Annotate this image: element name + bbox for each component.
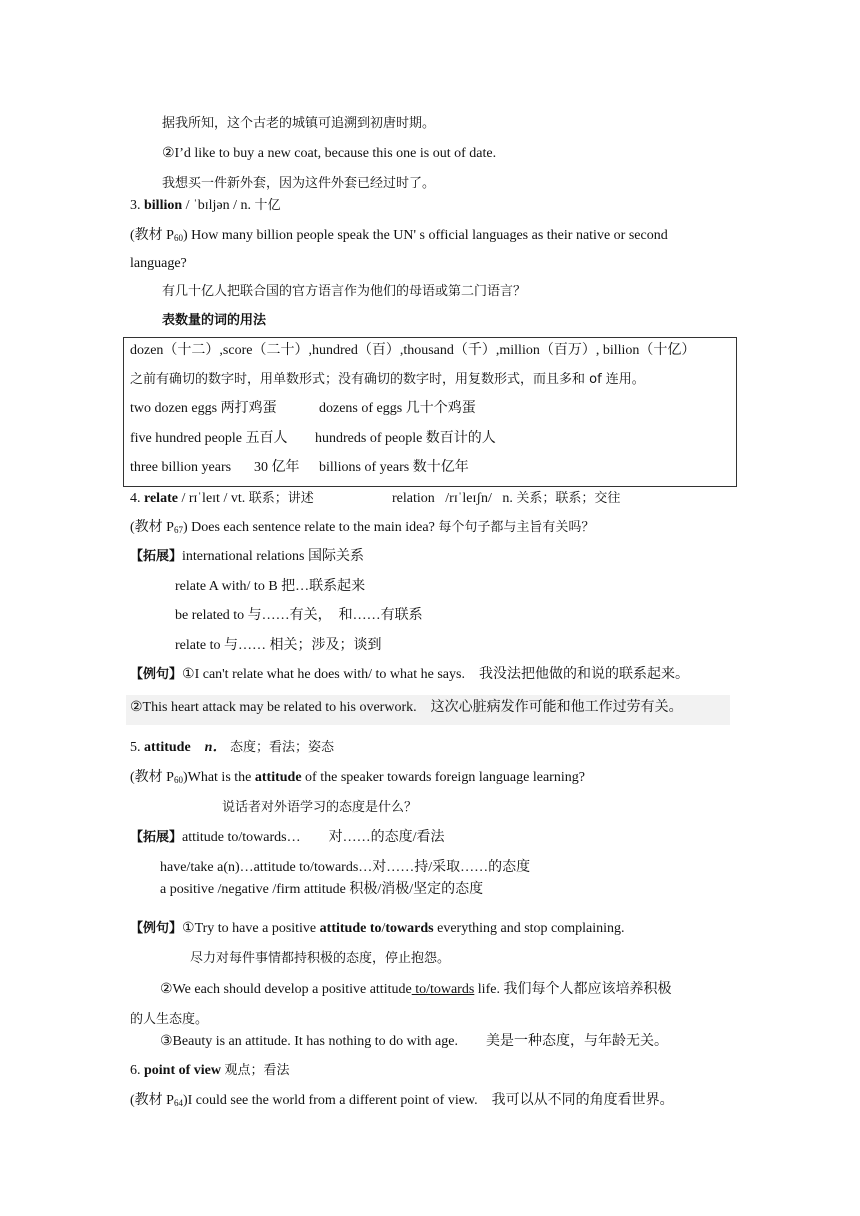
word-entry-attitude	[130, 739, 334, 757]
example-text: ①Try to have a positive	[182, 921, 320, 936]
page-number: 67	[173, 525, 183, 535]
quote-text: ) How many billion people speak the UN' s official languages as their native or second	[182, 228, 668, 243]
extension-item-relate-to: relate to 与…… 相关；涉及；谈到	[175, 638, 382, 653]
quote-keyword: attitude	[254, 770, 302, 785]
extension-relate	[130, 548, 364, 566]
meaning: 联系；讲述	[248, 491, 314, 506]
example-tag: 【例句】	[130, 921, 183, 936]
usage-note-line-5c: billions of years 数十亿年	[319, 460, 469, 475]
textbook-quote-point-of-view	[130, 1092, 674, 1112]
headword-relation: relation	[392, 491, 435, 506]
word-entry-relation	[392, 490, 620, 508]
quote-text-end: of the speaker towards foreign language learning?	[301, 770, 585, 785]
source-label: (教材 P	[130, 770, 174, 785]
headword-relate: relate	[144, 491, 178, 506]
usage-note-line-1: dozen（十二）,score（二十）,hundred（百）,thousand（千）,million（百万）, billion（十亿）	[130, 343, 696, 358]
entry-number: 3.	[130, 198, 141, 213]
extension-tag: 【拓展】	[130, 830, 183, 845]
section-heading-quantity-words: 表数量的词的用法	[162, 313, 267, 328]
example-relate-1	[130, 666, 689, 684]
example-attitude-2	[160, 981, 671, 999]
pronunciation: /rɪˈleɪʃn/	[445, 491, 492, 506]
page-number: 60	[173, 233, 183, 243]
extension-item-have-take: have/take a(n)…attitude to/towards…对……持/采取……的态度	[160, 860, 531, 875]
example-attitude-1-translation: 尽力对每件事情都持积极的态度，停止抱怨。	[190, 951, 451, 966]
page-number: 64	[173, 1098, 183, 1108]
source-label: (教材 P	[130, 520, 174, 535]
extension-item-be-related-to: be related to 与……有关， 和……有联系	[175, 608, 423, 623]
quote-text: )What is the	[182, 770, 255, 785]
example-keyword: attitude to	[319, 921, 382, 936]
extension-attitude	[130, 829, 445, 847]
example-translation-1: 据我所知，这个古老的城镇可追溯到初唐时期。	[162, 116, 436, 131]
example-attitude-3: ③Beauty is an attitude. It has nothing to do with age. 美是一种态度，与年龄无关。	[160, 1034, 668, 1049]
quote-text: ) Does each sentence relate to the main idea?	[182, 520, 435, 535]
textbook-quote-attitude	[130, 769, 585, 789]
extension-item-positive-negative: a positive /negative /firm attitude 积极/消极/坚定的态度	[160, 882, 484, 897]
part-of-speech: n．	[204, 740, 227, 755]
example-relate-2: ②This heart attack may be related to his overwork. 这次心脏病发作可能和他工作过劳有关。	[130, 700, 683, 715]
source-label: (教材 P	[130, 1093, 174, 1108]
example-sentence-2: ②I’d like to buy a new coat, because this one is out of date.	[162, 146, 497, 161]
meaning: 态度；看法；姿态	[229, 740, 334, 755]
example-text: ②We each should develop a positive attitude	[160, 982, 412, 997]
example-text-end: life. 我们每个人都应该培养积极	[474, 982, 672, 997]
meaning: 观点；看法	[224, 1063, 290, 1078]
meaning: 关系；联系；交往	[516, 491, 621, 506]
usage-note-line-5a: three billion years	[130, 460, 232, 475]
extension-item: attitude to/towards… 对……的态度/看法	[182, 830, 445, 845]
headword-billion: billion	[144, 198, 183, 213]
usage-note-line-5b: 30 亿年	[254, 460, 300, 475]
entry-number: 6.	[130, 1063, 141, 1078]
word-entry-relate	[130, 490, 314, 508]
pronunciation: / rɪˈleɪt / vt.	[181, 491, 246, 506]
example-translation-2: 我想买一件新外套，因为这件外套已经过时了。	[162, 176, 436, 191]
textbook-quote-continuation: language?	[130, 256, 187, 271]
underlined-phrase: to/towards	[411, 982, 475, 997]
quote-text: )I could see the world from a different point of view. 我可以从不同的角度看世界。	[182, 1093, 674, 1108]
quote-translation-attitude: 说话者对外语学习的态度是什么？	[222, 800, 418, 815]
pronunciation: / ˈbɪljən / n.	[185, 198, 251, 213]
example-keyword-2: towards	[385, 921, 434, 936]
quote-translation: 每个句子都与主旨有关吗？	[438, 520, 595, 535]
source-label: (教材 P	[130, 228, 174, 243]
usage-note-line-4b: hundreds of people 数百计的人	[315, 431, 496, 446]
headword-attitude: attitude	[144, 740, 191, 755]
example-text-end: everything and stop complaining.	[433, 921, 625, 936]
usage-note-line-3b: dozens of eggs 几十个鸡蛋	[319, 401, 476, 416]
extension-tag: 【拓展】	[130, 549, 183, 564]
example-tag: 【例句】	[130, 667, 183, 682]
textbook-quote-billion	[130, 227, 668, 247]
word-entry-point-of-view	[130, 1062, 290, 1080]
entry-number: 5.	[130, 740, 141, 755]
example-slash: /	[381, 921, 386, 936]
page-number: 60	[173, 775, 183, 785]
part-of-speech: n.	[502, 491, 513, 506]
usage-note-line-2: 之前有确切的数字时，用单数形式；没有确切的数字时，用复数形式，而且多和 of 连用。	[130, 372, 645, 387]
extension-item: international relations 国际关系	[182, 549, 364, 564]
usage-note-line-3a: two dozen eggs 两打鸡蛋	[130, 401, 277, 416]
meaning: 十亿	[254, 198, 281, 213]
quote-translation: 有几十亿人把联合国的官方语言作为他们的母语或第二门语言？	[162, 284, 527, 299]
textbook-quote-relate	[130, 519, 594, 539]
extension-item-relate-a-with-b: relate A with/ to B 把…联系起来	[175, 579, 366, 594]
usage-note-line-4a: five hundred people 五百人	[130, 431, 288, 446]
example-text: ①I can't relate what he does with/ to what he says. 我没法把他做的和说的联系起来。	[182, 667, 689, 682]
word-entry-billion	[130, 197, 280, 215]
headword-point-of-view: point of view	[144, 1063, 221, 1078]
example-attitude-1	[130, 920, 625, 938]
example-attitude-2-continuation: 的人生态度。	[130, 1012, 209, 1027]
entry-number: 4.	[130, 491, 141, 506]
